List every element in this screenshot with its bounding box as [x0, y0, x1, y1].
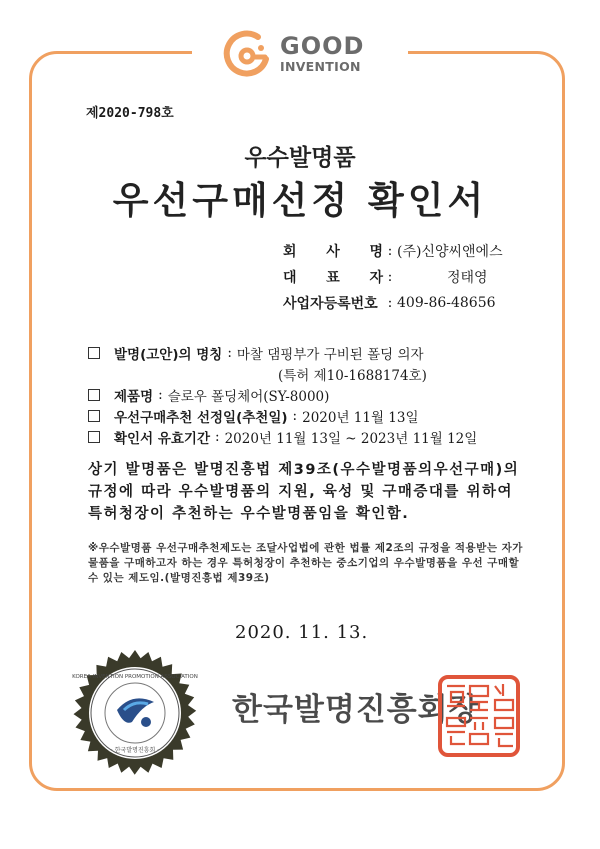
good-invention-logo: [222, 28, 364, 80]
representative-label: 대 표 자: [283, 270, 383, 286]
product-name-item: 제품명 : 슬로우 폴딩체어(SY-8000): [88, 384, 477, 405]
logo-text-invention: INVENTION: [280, 59, 361, 75]
company-name-value: (주)신양씨앤에스: [397, 244, 503, 260]
business-number-label: 사업자등록번호: [283, 296, 378, 312]
good-invention-logo-icon: [222, 29, 272, 79]
checkbox-icon: [88, 431, 100, 443]
patent-number: (특허 제10-1688174호): [278, 367, 427, 384]
checkbox-icon: [88, 410, 100, 422]
footnote: ※우수발명품 우선구매추천제도는 조달사업법에 관한 법률 제2조의 규정을 적용받는 자가 물품을 구매하고자 하는 경우 특허청장이 추천하는 중소기업의 우수발명품을 우선 구매할 수 있는 제도임.(발명진흥법 제39조): [88, 542, 523, 584]
document-number: 제2020-798호: [86, 106, 174, 121]
business-number-value: 409-86-48656: [397, 295, 496, 311]
confirmation-statement: 상기 발명품은 발명진흥법 제39조(우수발명품의우선구매)의 규정에 따라 우수발명품의 지원, 육성 및 구매증대를 위하여 특허청장이 추천하는 우수발명품임을 확인함.: [88, 462, 520, 522]
company-name-row: 회 사 명 : (주)신양씨앤에스: [283, 243, 503, 260]
svg-text:· 한국발명진흥회 ·: · 한국발명진흥회 ·: [110, 747, 160, 754]
company-info: [283, 238, 503, 316]
kipa-seal-icon: [62, 640, 208, 786]
checkbox-icon: [88, 347, 100, 359]
selection-date-item: 우선구매추천 선정일(추천일) : 2020년 11월 13일: [88, 405, 477, 426]
issuer-name: 한국발명진흥회장: [232, 692, 480, 728]
business-number-row: 사업자등록번호 : 409-86-48656: [283, 295, 496, 312]
representative-value: 정태영: [447, 270, 488, 286]
product-name-value: 슬로우 폴딩체어(SY-8000): [167, 388, 330, 405]
validity-period-value: 2020년 11월 13일 ~ 2023년 11월 12일: [224, 430, 478, 447]
checkbox-icon: [88, 389, 100, 401]
document-title: 우선구매선정 확인서: [112, 179, 488, 222]
invention-details: [88, 342, 477, 447]
invention-name-item: 발명(고안)의 명칭 : 마찰 댐핑부가 구비된 폴딩 의자: [88, 342, 477, 363]
selection-date-value: 2020년 11월 13일: [302, 409, 419, 426]
company-name-label: 회 사 명: [283, 244, 383, 260]
svg-text:KOREA INVENTION PROMOTION ASSO: KOREA INVENTION PROMOTION ASSOCIATION: [72, 674, 198, 680]
representative-row: 대 표 자 : 정태영: [283, 269, 488, 286]
issue-date: 2020. 11. 13.: [235, 622, 369, 643]
document-subtitle: 우수발명품: [244, 145, 356, 171]
logo-text-good: GOOD: [280, 32, 365, 61]
invention-name-value: 마찰 댐핑부가 구비된 폴딩 의자: [236, 346, 424, 363]
official-stamp-icon: [437, 674, 521, 758]
validity-period-item: 확인서 유효기간 : 2020년 11월 13일 ~ 2023년 11월 12일: [88, 426, 477, 447]
